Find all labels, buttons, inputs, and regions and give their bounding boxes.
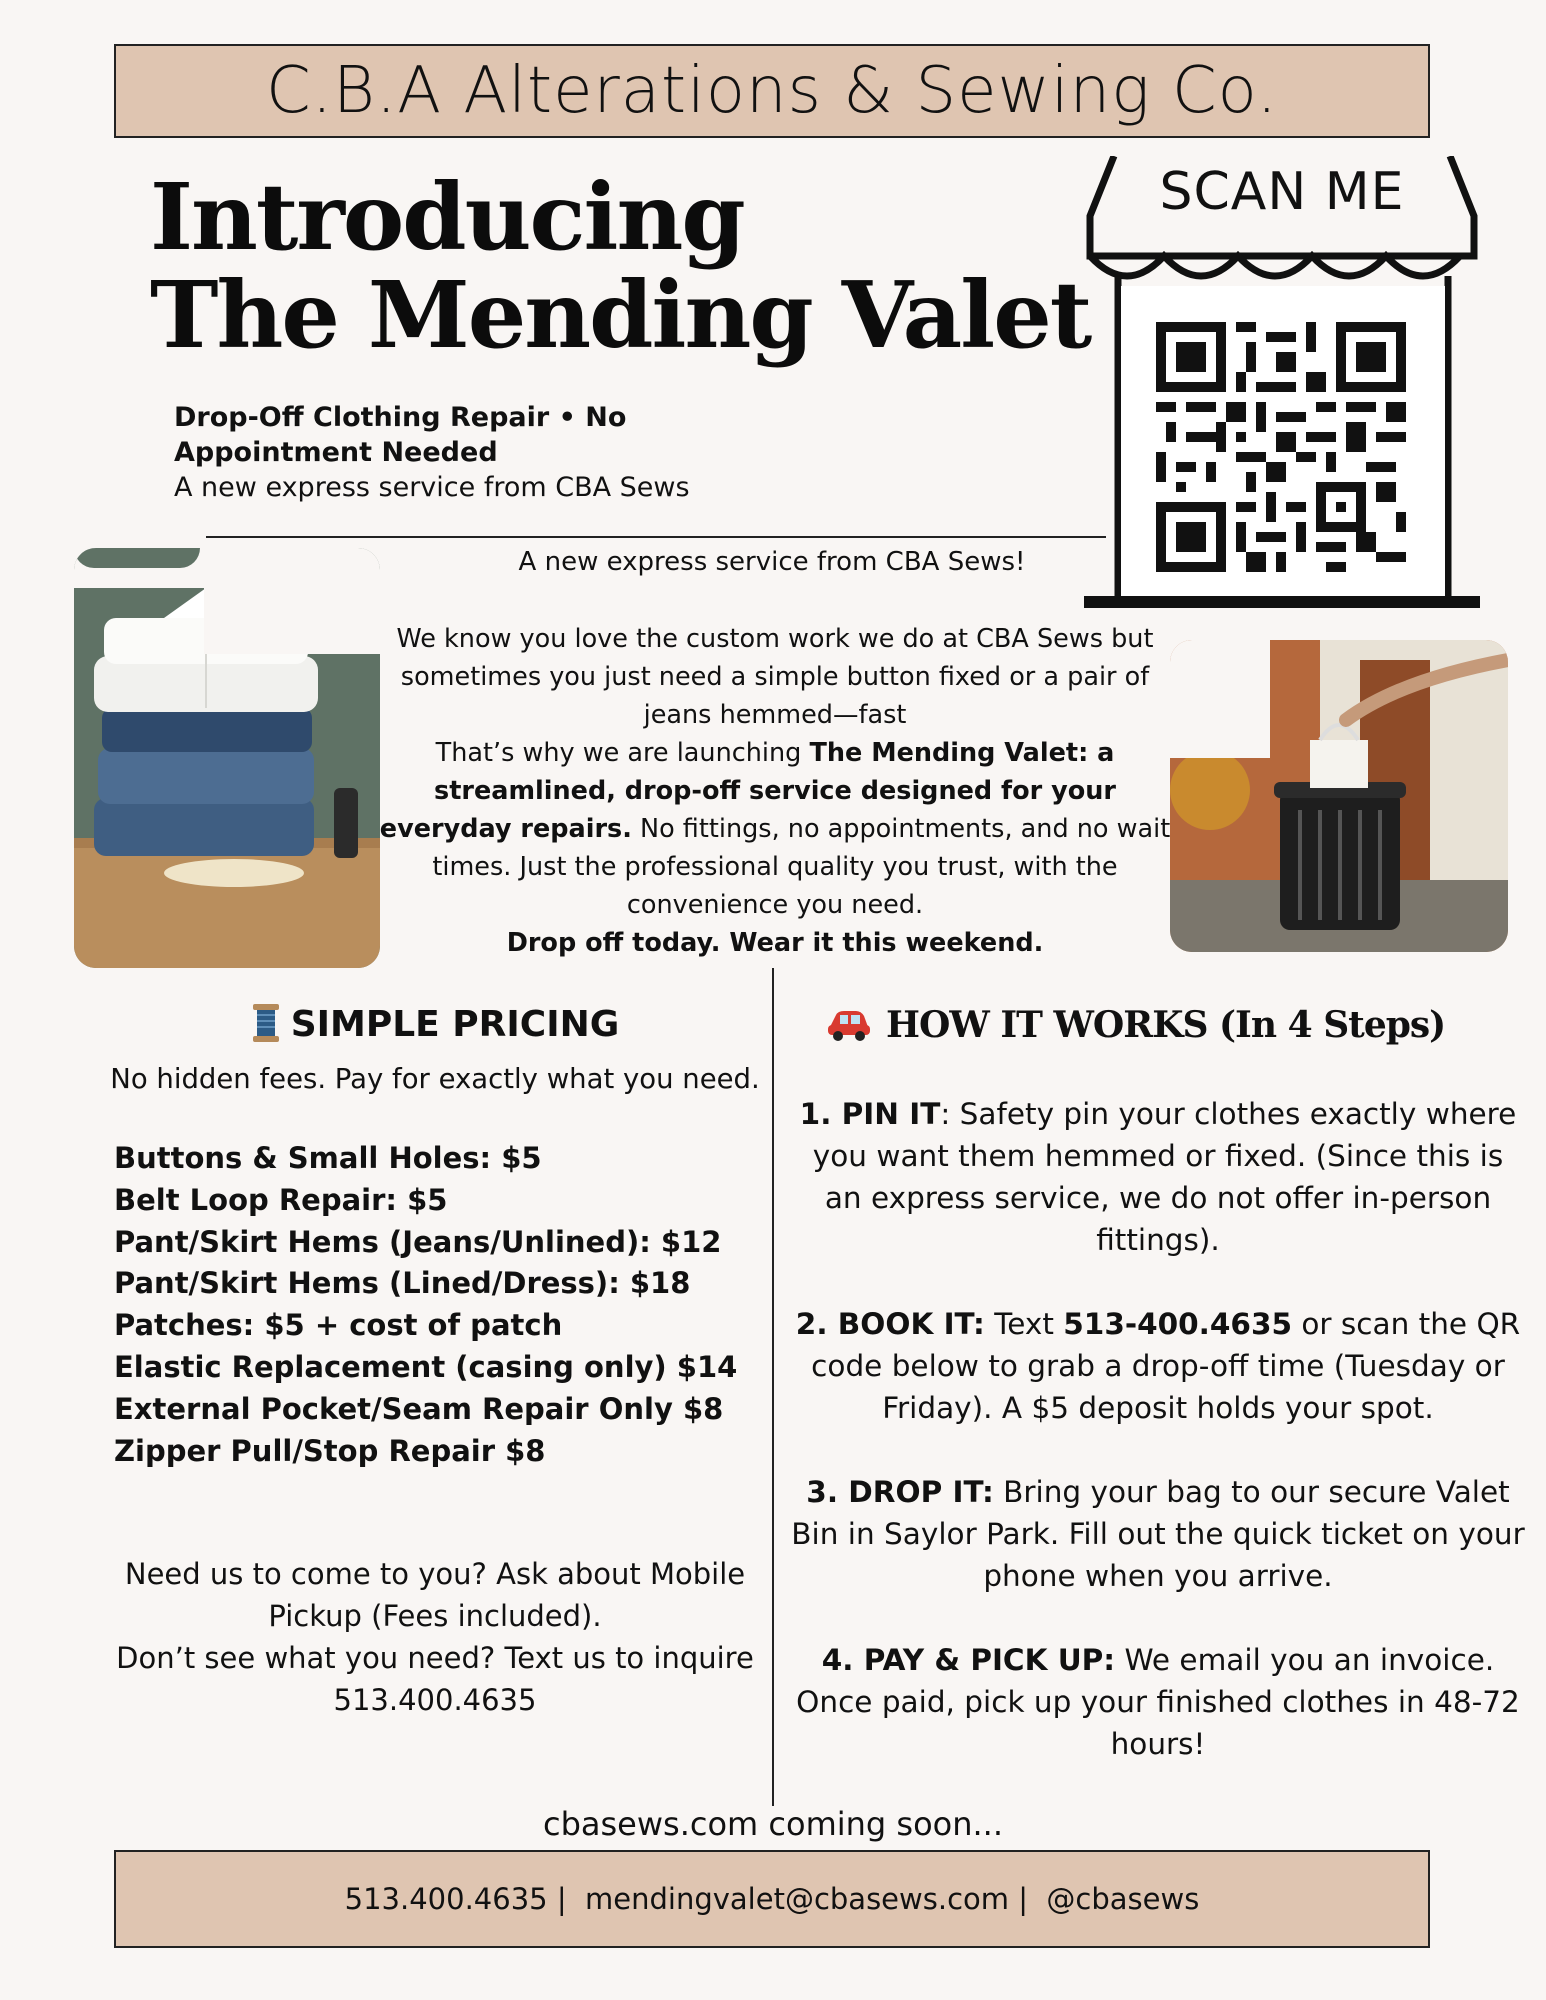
valet-bin-photo <box>1170 640 1508 952</box>
price-item: Patches: $5 + cost of patch <box>114 1308 563 1343</box>
qr-code-icon[interactable] <box>1156 322 1406 572</box>
column-divider <box>772 968 774 1806</box>
scan-me-label: SCAN ME <box>1159 162 1405 222</box>
page-title <box>150 163 1091 369</box>
subheadline <box>174 400 734 505</box>
folded-clothes-photo <box>74 548 380 968</box>
body-tagline: Drop off today. Wear it this weekend. <box>506 928 1044 958</box>
header-banner <box>114 44 1430 138</box>
spool-of-thread-icon <box>251 1004 281 1042</box>
headline-line-2: The Mending Valet <box>150 261 1091 369</box>
price-item: Belt Loop Repair: $5 <box>114 1182 448 1217</box>
subhead-bold: Drop-Off Clothing Repair • No Appointment Needed <box>174 402 627 468</box>
car-icon <box>826 1007 872 1041</box>
intro-text: A new express service from CBA Sews! <box>518 547 1026 577</box>
phone-number[interactable]: 513-400.4635 <box>1063 1307 1292 1341</box>
headline-line-1: Introducing <box>150 163 744 271</box>
pricing-notes <box>100 1553 770 1721</box>
price-item: Zipper Pull/Stop Repair $8 <box>114 1433 546 1468</box>
price-item: Pant/Skirt Hems (Lined/Dress): $18 <box>114 1266 691 1301</box>
business-name: C.B.A Alterations & Sewing Co. <box>266 54 1278 128</box>
website-note: cbasews.com coming soon... <box>542 1805 1004 1843</box>
body-paragraph-2: That’s why we are launching The Mending Valet: a streamlined, drop-off service designed for your everyday repairs. No fittings, no appointments, and no wait times. Just the professional quality you trust, with the convenience you need. <box>379 738 1171 920</box>
qr-storefront[interactable] <box>1084 156 1480 608</box>
mobile-pickup-note: Need us to come to you? Ask about Mobile Pickup (Fees included). <box>124 1557 746 1633</box>
pricing-title: SIMPLE PRICING <box>290 1004 620 1045</box>
footer-contact-bar <box>114 1850 1430 1948</box>
step-4: 4. PAY & PICK UP: We email you an invoice. Once paid, pick up your finished clothes in 48-72 hours! <box>796 1643 1520 1761</box>
how-it-works-heading <box>826 1004 1445 1046</box>
price-list <box>114 1138 737 1472</box>
subhead-plain: A new express service from CBA Sews <box>174 472 690 503</box>
price-item: Buttons & Small Holes: $5 <box>114 1141 542 1175</box>
price-item: External Pocket/Seam Repair Only $8 <box>114 1391 724 1426</box>
steps-list <box>790 1093 1526 1807</box>
inquire-note: Don’t see what you need? Text us to inquire 513.400.4635 <box>116 1641 754 1717</box>
body-paragraph-1: We know you love the custom work we do at CBA Sews but sometimes you just need a simple button fixed or a pair of jeans hemmed—fast <box>396 624 1154 730</box>
price-item: Pant/Skirt Hems (Jeans/Unlined): $12 <box>114 1224 722 1259</box>
step-2: 2. BOOK IT: Text 513-400.4635 or scan the QR code below to grab a drop-off time (Tuesday or Friday). A $5 deposit holds your spot. <box>795 1307 1521 1425</box>
divider <box>206 536 1106 538</box>
intro-body <box>375 620 1175 962</box>
step-3: 3. DROP IT: Bring your bag to our secure Valet Bin in Saylor Park. Fill out the quick ticket on your phone when you arrive. <box>791 1475 1525 1593</box>
price-item: Elastic Replacement (casing only) $14 <box>114 1349 738 1384</box>
pricing-heading <box>100 1004 770 1045</box>
how-it-works-title: HOW IT WORKS (In 4 Steps) <box>886 1004 1446 1046</box>
step-1: 1. PIN IT: Safety pin your clothes exactly where you want them hemmed or fixed. (Since this is an express service, we do not offer in-person fittings). <box>799 1097 1517 1257</box>
pricing-subtitle: No hidden fees. Pay for exactly what you need. <box>110 1063 760 1095</box>
contact-info[interactable]: 513.400.4635 | mendingvalet@cbasews.com | @cbasews <box>344 1882 1200 1916</box>
body-highlight: The Mending Valet: a streamlined, drop-off service designed for your everyday repairs. <box>379 738 1116 844</box>
